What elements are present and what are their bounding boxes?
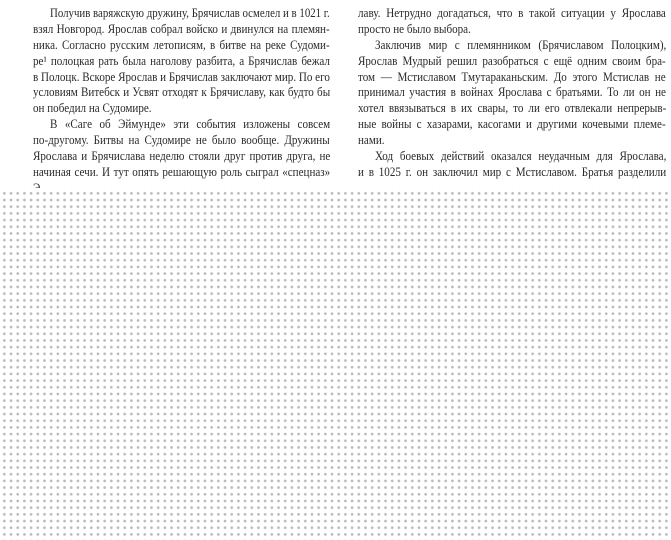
- line-text: том — Мстиславом Тмутараканьским. До этого Мстислав не: [358, 69, 666, 84]
- line-text: лаву. Нетрудно догадаться, что в такой ситуации у Ярослава: [358, 6, 666, 20]
- left-text-column: [33, 6, 330, 197]
- text-line: [33, 117, 330, 133]
- text-line: [358, 85, 666, 101]
- line-text: принимал участия в войнах Ярослава с братьями. То ли он не: [358, 85, 666, 100]
- text-line: [33, 22, 330, 38]
- text-line: [33, 101, 330, 117]
- paragraph: [358, 149, 666, 181]
- line-text: он победил на Судомире.: [33, 101, 152, 116]
- line-text: Ярослава и Брячислава неделю стояли друг против друга, не: [33, 149, 330, 164]
- transparent-area-pattern: [0, 188, 671, 540]
- text-line: [33, 133, 330, 149]
- line-text: ные войны с хазарами, касогами и другими кочевыми племе-: [358, 117, 666, 132]
- text-line: [33, 165, 330, 181]
- text-line: [33, 54, 330, 70]
- text-line: [33, 85, 330, 101]
- paragraph: [33, 6, 330, 117]
- text-line: [33, 70, 330, 86]
- line-text: хотел ввязываться в их свары, то ли его отвлекали непрерыв-: [358, 101, 666, 116]
- line-text: в Полоцк. Вскоре Ярослав и Брячислав заключают мир. По его: [33, 69, 330, 84]
- line-text: взял Новгород. Ярослав собрал войско и двинулся на племян-: [33, 21, 330, 36]
- line-text: по-другому. Битвы на Судомире не было вообще. Дружины: [33, 133, 330, 148]
- line-text: В «Саге об Эймунде» эти события изложены совсем: [50, 117, 330, 132]
- text-line: [358, 165, 666, 181]
- line-text: ре¹ полоцкая рать была наголову разбита, а Брячислав бежал: [33, 53, 330, 68]
- text-line: [358, 6, 666, 22]
- text-line: [358, 101, 666, 117]
- line-text: и в 1025 г. он заключил мир с Мстиславом. Братья разделили: [358, 164, 666, 179]
- text-line: [358, 70, 666, 86]
- paragraph: [358, 6, 666, 38]
- paragraph: [33, 117, 330, 196]
- text-line: [358, 38, 666, 54]
- line-text: Ярослав Мудрый решил разобраться с ещё одним своим бра-: [358, 53, 666, 68]
- line-text: Заключив мир с племянником (Брячиславом Полоцким),: [375, 37, 666, 52]
- line-text: Получив варяжскую дружину, Брячислав осмелел и в 1021 г.: [50, 6, 330, 20]
- text-line: [358, 54, 666, 70]
- text-line: [358, 149, 666, 165]
- text-line: [358, 22, 666, 38]
- line-text: начиная сечи. И тут опять решающую роль сыграл «спецназ»: [33, 164, 330, 179]
- line-text: нами.: [358, 133, 385, 148]
- text-line: [33, 38, 330, 54]
- line-text: просто не было выбора.: [358, 21, 471, 36]
- line-text: Ход боевых действий оказался неудачным для Ярослава,: [375, 149, 666, 164]
- text-line: [33, 149, 330, 165]
- text-line: [33, 6, 330, 22]
- line-text: условиям Витебск и Усвят отходят к Брячиславу, как будто бы: [33, 85, 330, 100]
- line-text: ника. Согласно русским летописям, в битве на реке Судоми-: [33, 37, 330, 52]
- text-line: [358, 133, 666, 149]
- text-line: [358, 117, 666, 133]
- paragraph: [358, 38, 666, 149]
- right-text-column: [358, 6, 666, 181]
